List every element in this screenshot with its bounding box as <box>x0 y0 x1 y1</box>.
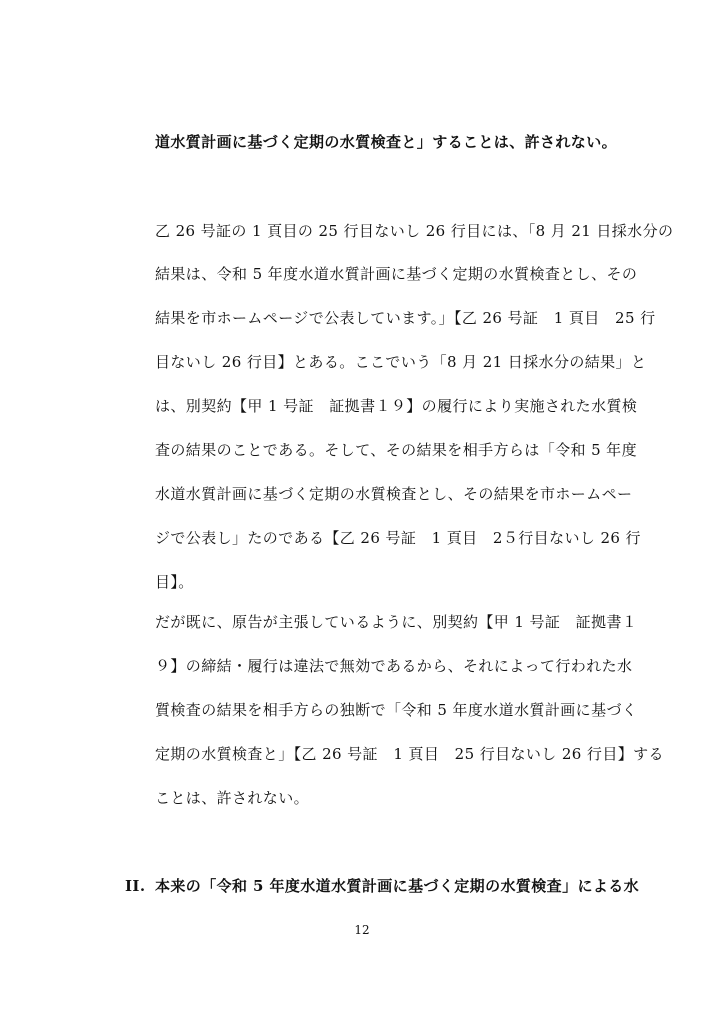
paragraph2-line: ９】の締結・履行は違法で無効であるから、それによって行われた水 <box>155 657 633 675</box>
paragraph1-line: 査の結果のことである。そして、その結果を相手方らは「令和 5 年度 <box>155 441 637 459</box>
paragraph1-line: ジで公表し」たのである【乙 26 号証 1 頁目 2５行目ないし 26 行 <box>155 529 641 547</box>
paragraph1-line: 結果は、令和 5 年度水道水質計画に基づく定期の水質検査とし、その <box>155 265 638 283</box>
paragraph1-line: は、別契約【甲 1 号証 証拠書１９】の履行により実施された水質検 <box>155 397 638 415</box>
paragraph1-line: 目ないし 26 行目】とある。ここでいう「8 月 21 日採水分の結果」と <box>155 353 647 371</box>
paragraph1-line: 目】。 <box>155 573 194 591</box>
section-heading-number: II. <box>125 877 146 895</box>
paragraph2-line: ことは、許されない。 <box>155 789 310 807</box>
section-heading-text: 本来の「令和 5 年度水道水質計画に基づく定期の水質検査」による水 <box>155 877 640 895</box>
paragraph1-line: 水道水質計画に基づく定期の水質検査とし、その結果を市ホームペー <box>155 485 633 503</box>
page-number: 12 <box>354 923 370 937</box>
paragraph1-line: 結果を市ホームページで公表しています。」【乙 26 号証 1 頁目 25 行 <box>155 309 656 327</box>
paragraph2-line: 質検査の結果を相手方らの独断で「令和 5 年度水道水質計画に基づく <box>155 701 638 719</box>
paragraph2-line: 定期の水質検査と」【乙 26 号証 1 頁目 25 行目ないし 26 行目】する <box>155 745 664 763</box>
section-heading <box>125 876 639 896</box>
top-paragraph-line: 道水質計画に基づく定期の水質検査と」することは、許されない。 <box>155 133 618 151</box>
paragraph1-line: 乙 26 号証の 1 頁目の 25 行目ないし 26 行目には、「8 月 21 日採水分の <box>155 222 674 240</box>
paragraph2-line: だが既に、原告が主張しているように、別契約【甲 1 号証 証拠書１ <box>155 613 638 631</box>
